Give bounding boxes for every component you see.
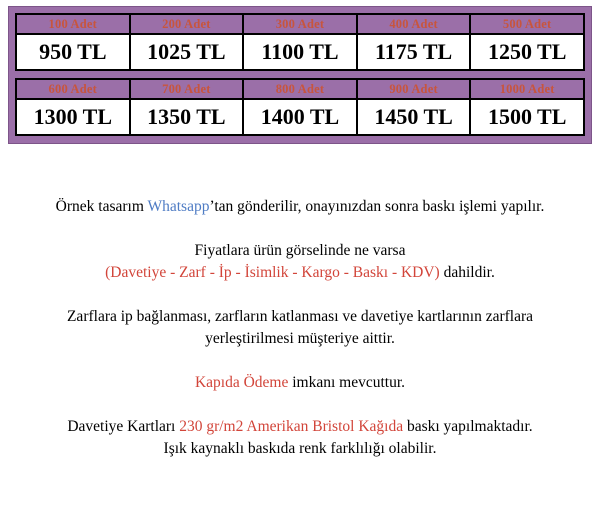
price-table-row bbox=[15, 78, 585, 136]
whatsapp-highlight: Whatsapp bbox=[147, 198, 210, 215]
price-value: 1350 TL bbox=[147, 104, 226, 129]
price-value: 950 TL bbox=[39, 39, 107, 64]
price-value: 1500 TL bbox=[487, 104, 567, 129]
quantity-label: 100 Adet bbox=[17, 15, 129, 35]
note-text: dahildir. bbox=[439, 264, 495, 281]
quantity-label: 800 Adet bbox=[244, 80, 356, 100]
price-value: 1250 TL bbox=[487, 39, 567, 64]
price-cell bbox=[15, 13, 131, 71]
price-cell bbox=[131, 13, 245, 71]
quantity-label: 400 Adet bbox=[358, 15, 470, 35]
note-customer-responsibility bbox=[10, 306, 590, 350]
quantity-label: 900 Adet bbox=[358, 80, 470, 100]
note-payment bbox=[10, 372, 590, 394]
quantity-label: 500 Adet bbox=[471, 15, 583, 35]
note-text: Fiyatlara ürün görselinde ne varsa bbox=[194, 242, 406, 259]
quantity-label: 300 Adet bbox=[244, 15, 356, 35]
included-items-highlight: (Davetiye - Zarf - İp - İsimlik - Kargo - Baskı - KDV) bbox=[105, 264, 440, 281]
paper-type-highlight: 230 gr/m2 Amerikan Bristol Kağıda bbox=[179, 418, 404, 435]
note-text: yerleştirilmesi müşteriye aittir. bbox=[205, 330, 395, 347]
price-cell bbox=[244, 78, 358, 136]
note-text: Işık kaynaklı baskıda renk farklılığı olabilir. bbox=[163, 440, 437, 457]
document-page bbox=[0, 6, 600, 528]
price-value: 1300 TL bbox=[33, 104, 113, 129]
price-value: 1025 TL bbox=[147, 39, 226, 64]
price-cell bbox=[15, 78, 131, 136]
note-included bbox=[10, 240, 590, 284]
note-text: imkanı mevcuttur. bbox=[288, 374, 406, 391]
price-cell bbox=[358, 13, 472, 71]
price-cell bbox=[471, 78, 585, 136]
quantity-label: 200 Adet bbox=[131, 15, 243, 35]
price-value: 1100 TL bbox=[261, 39, 339, 64]
note-text: Örnek tasarım bbox=[55, 198, 148, 215]
price-cell bbox=[471, 13, 585, 71]
note-text: Davetiye Kartları bbox=[67, 418, 180, 435]
notes-section bbox=[0, 196, 600, 460]
note-whatsapp bbox=[10, 196, 590, 218]
quantity-label: 600 Adet bbox=[17, 80, 129, 100]
price-value: 1175 TL bbox=[374, 39, 453, 64]
price-cell bbox=[131, 78, 245, 136]
price-value: 1400 TL bbox=[260, 104, 340, 129]
price-table-row bbox=[15, 13, 585, 71]
note-text: Zarflara ip bağlanması, zarfların katlanması ve davetiye kartlarının zarflara bbox=[66, 308, 534, 325]
note-text: baskı yapılmaktadır. bbox=[403, 418, 533, 435]
note-paper bbox=[10, 416, 590, 460]
note-text: ’tan gönderilir, onayınızdan sonra baskı işlemi yapılır. bbox=[209, 198, 545, 215]
quantity-label: 700 Adet bbox=[131, 80, 243, 100]
price-value: 1450 TL bbox=[374, 104, 453, 129]
price-cell bbox=[358, 78, 472, 136]
price-cell bbox=[244, 13, 358, 71]
quantity-label: 1000 Adet bbox=[471, 80, 583, 100]
price-table bbox=[8, 6, 592, 144]
cash-on-delivery-highlight: Kapıda Ödeme bbox=[194, 374, 289, 391]
